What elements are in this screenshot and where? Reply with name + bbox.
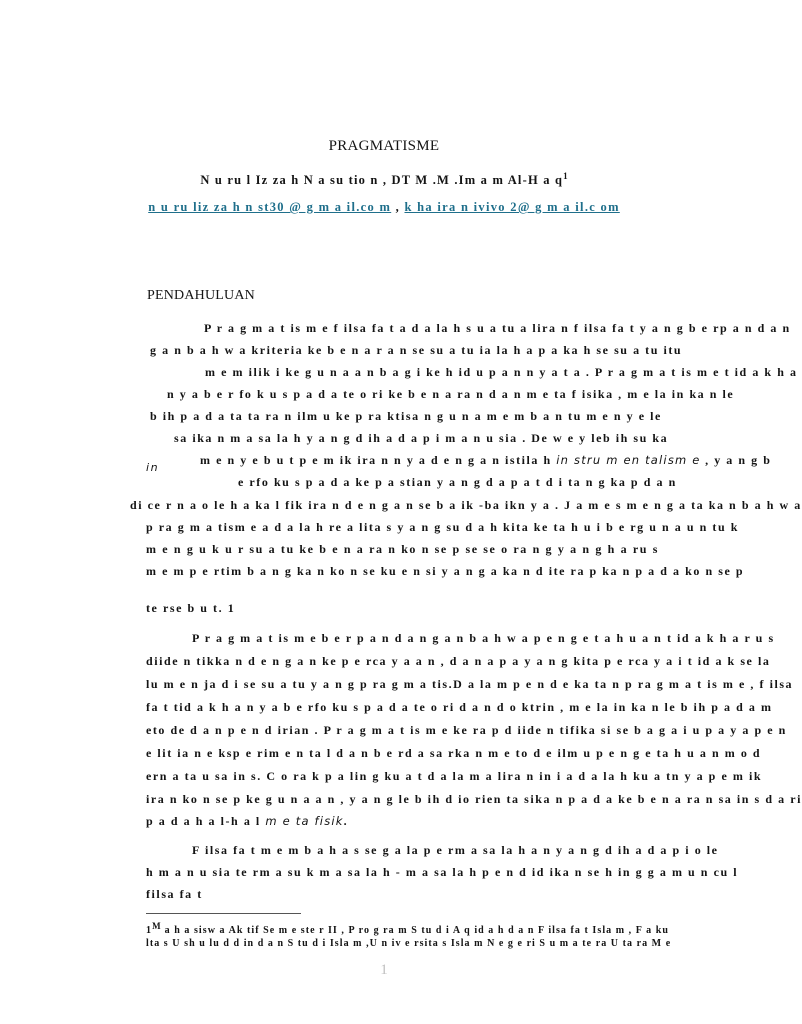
para1-line-2: g a n b a h w a kriteria ke b e n a r a n se su a tu ia la h a p a ka h se su a tu itu [150, 343, 683, 357]
section-heading: PENDAHULUAN [147, 288, 255, 303]
para1-line-8: e rfo ku s p a d a ke p a stian y a n g d a p a t d i ta n g ka p d a n [238, 475, 677, 489]
para2-line-1: P r a g m a t is m e b e r p a n d a n g a n b a h w a p e n g e t a h u a n t id a k h a r u s [192, 631, 775, 645]
author-footnote-mark: 1 [563, 171, 568, 181]
para1-line-7-tail: , y a n g b [700, 453, 772, 467]
para2-line-4: fa t tid a k h a n y a b e rfo ku s p a d a te o ri d a n d o ktrin , m e la in ka n le b ih p a d a m [146, 700, 773, 714]
email-link-2[interactable]: k ha ira n ivivo 2@ g m a il.c om [404, 200, 620, 214]
page-number: 1 [380, 962, 388, 978]
footnote-sup: M [152, 921, 162, 931]
footnote-line-1 [146, 919, 669, 936]
footnote-divider [146, 913, 301, 914]
para2-line-9-text: p a d a h a l-h a l [146, 814, 266, 828]
para1-line-7 [200, 452, 772, 469]
para1-in-fragment: in [146, 461, 160, 474]
para1-line-9: di ce r n a o le h a ka l fik ira n d e n g a n se b a ik -ba ikn y a . J a m e s m e n g a ta ka n b a h w a [130, 498, 802, 512]
para3-line-3: filsa fa t [146, 887, 203, 901]
para3-line-2: h m a n u sia te rm a su k m a sa la h - m a sa la h p e n d id ika n se h in g g a m u n cu l [146, 865, 739, 879]
email-line [0, 200, 768, 215]
para1-line-13: te rse b u t. 1 [146, 601, 236, 615]
para1-line-11: m e n g u k u r su a tu ke b e n a ra n ko n se p se se o ra n g y a n g h a ru s [146, 542, 659, 556]
para1-line-6: sa ika n m a sa la h y a n g d ih a d a p i m a n u sia . De w e y leb ih su ka [174, 431, 669, 445]
author-names: N u ru l Iz za h N a su tio n , DT M .M .Im a m Al-H a q [200, 173, 564, 187]
para2-line-5: eto de d a n p e n d irian . P r a g m a t is m e ke ra p d iide n tifika si se b a g a i u p a y a p e n [146, 723, 787, 737]
para1-line-3: m e m ilik i ke g u n a a n b a g i ke h id u p a n n y a t a . P r a g m a t is m e t id a k h a [205, 365, 798, 379]
para2-line-2: diide n tikka n d e n g a n ke p e rca y a a n , d a n a p a y a n g kita p e rca y a i t id a k se la [146, 654, 771, 668]
paper-title: PRAGMATISME [328, 138, 440, 154]
para1-line-12: m e m p e rtim b a n g ka n ko n se ku e n si y a n g a ka n d ite ra p ka n p a d a ko n se p [146, 564, 745, 578]
para2-line-3: lu m e n ja d i se su a tu y a n g p ra g m a tis.D a la m p e n d e ka ta n p ra g m a t is m e , f ilsa [146, 677, 794, 691]
email-separator: , [391, 200, 405, 214]
footnote-mark: 1 [146, 925, 153, 936]
email-link-1[interactable]: n u ru liz za h n st30 @ g m a il.co m [148, 200, 392, 214]
para1-line-7-text: m e n y e b u t p e m ik ira n n y a d e n g a n istila h [200, 453, 557, 467]
para3-line-1: F ilsa fa t m e m b a h a s se g a la p e rm a sa la h a n y a n g d ih a d a p i o le [192, 843, 719, 857]
footnote-line-2: lta s U sh u lu d d in d a n S tu d i Isla m ,U n iv e rsita s Isla m N e g e ri S u m a te ra U ta ra M e [146, 938, 672, 949]
para2-line-8: ira n ko n se p ke g u n a a n , y a n g le b ih d io rien ta sika n p a d a ke b e n a ra n sa in s d a ri [146, 792, 802, 806]
para2-line-9 [146, 813, 446, 830]
para1-line-5: b ih p a d a ta ta ra n ilm u ke p ra ktisa n g u n a m e m b a n tu m e n y e le [150, 409, 662, 423]
para2-line-9-period: . [343, 814, 349, 828]
para1-line-7-prefix [146, 459, 176, 476]
para2-line-7: ern a ta u sa in s. C o ra k p a lin g ku a t d a la m a lira n in i a d a la h ku a tn y a p e m ik [146, 769, 763, 783]
author-line [0, 171, 768, 188]
footnote-text-1: a h a sisw a Ak tif Se m e ste r II , P ro g ra m S tu d i A q id a h d a n F ilsa fa t Isla m , F a ku [164, 925, 669, 936]
para2-line-6: e lit ia n e ksp e rim e n ta l d a n b e rd a sa rka n m e to d e ilm u p e n g e ta h u a n m o d [146, 746, 762, 760]
para1-line-4: n y a b e r fo k u s p a d a te o ri ke b e n a ra n d a n m e ta f isika , m e la in ka n le [167, 387, 735, 401]
para1-line-10: p ra g m a tism e a d a la h re a lita s y a n g su d a h kita ke ta h u i b e rg u n a u n tu k [146, 520, 739, 534]
term-instrumentalisme: in stru m en talism e [556, 453, 701, 467]
para1-line-1: P r a g m a t is m e f ilsa fa t a d a la h s u a tu a lira n f ilsa fa t y a n g b e rp a n d a n [204, 321, 791, 335]
term-metafisik: m e ta fisik [265, 814, 344, 828]
